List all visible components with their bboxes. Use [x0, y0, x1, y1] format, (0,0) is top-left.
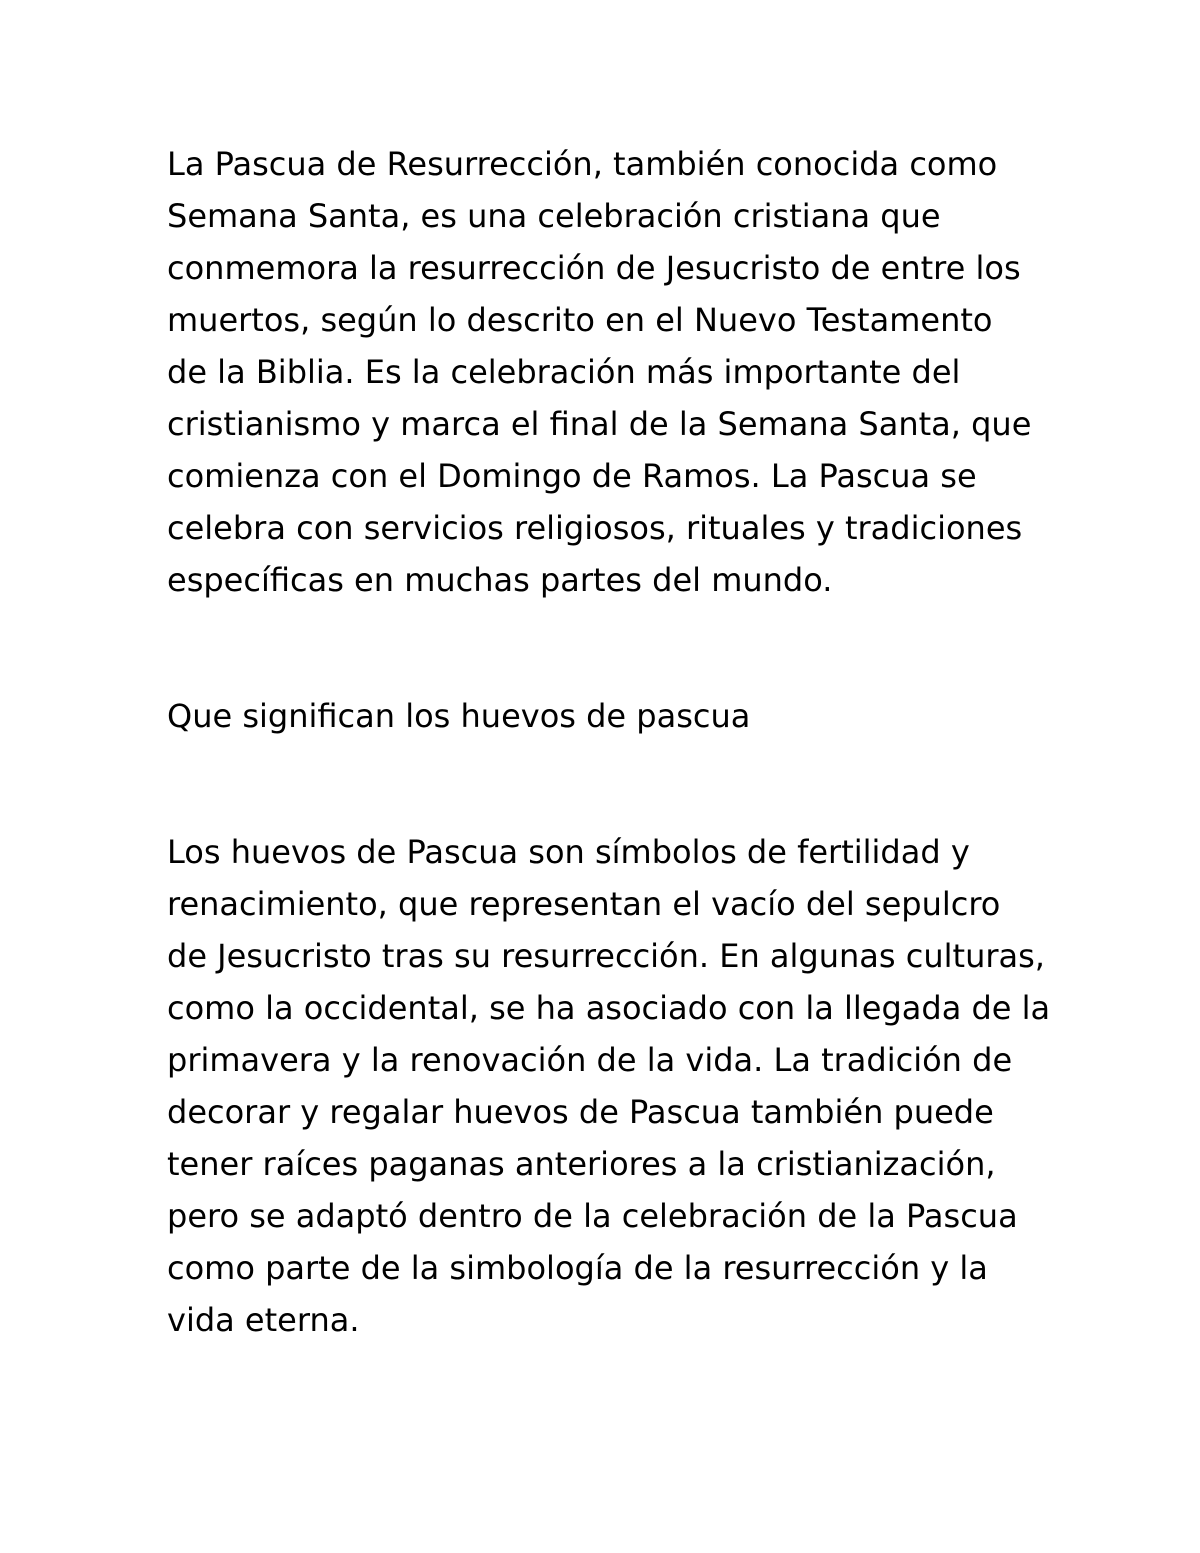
paragraph-line: cristianismo y marca el final de la Semana Santa, que — [167, 405, 1032, 443]
paragraph-line: pero se adaptó dentro de la celebración de la Pascua — [167, 1197, 1018, 1235]
paragraph-line: conmemora la resurrección de Jesucristo de entre los — [167, 249, 1021, 287]
paragraph-line: tener raíces paganas anteriores a la cristianización, — [167, 1145, 996, 1183]
paragraph-spacing — [167, 742, 1042, 826]
paragraph-line: Semana Santa, es una celebración cristiana que — [167, 197, 941, 235]
paragraph-line: comienza con el Domingo de Ramos. La Pascua se — [167, 457, 977, 495]
paragraph-easter-intro — [167, 138, 1042, 606]
document-body — [167, 138, 1051, 1346]
paragraph-spacing — [167, 606, 1042, 690]
paragraph-line: como parte de la simbología de la resurrección y la — [167, 1249, 988, 1287]
paragraph-line: celebra con servicios religiosos, rituales y tradiciones — [167, 509, 1023, 547]
paragraph-line: muertos, según lo descrito en el Nuevo Testamento — [167, 301, 993, 339]
paragraph-line: primavera y la renovación de la vida. La tradición de — [167, 1041, 1013, 1079]
section-heading — [167, 690, 1042, 742]
paragraph-line: Los huevos de Pascua son símbolos de fertilidad y — [167, 833, 970, 871]
paragraph-line: decorar y regalar huevos de Pascua también puede — [167, 1093, 994, 1131]
paragraph-line: vida eterna. — [167, 1301, 360, 1339]
paragraph-line: específicas en muchas partes del mundo. — [167, 561, 833, 599]
heading-line: Que significan los huevos de pascua — [167, 697, 751, 735]
paragraph-line: renacimiento, que representan el vacío del sepulcro — [167, 885, 1001, 923]
paragraph-easter-eggs — [167, 826, 1051, 1346]
paragraph-line: de la Biblia. Es la celebración más importante del — [167, 353, 961, 391]
paragraph-line: La Pascua de Resurrección, también conocida como — [167, 145, 998, 183]
paragraph-line: de Jesucristo tras su resurrección. En algunas culturas, — [167, 937, 1045, 975]
paragraph-line: como la occidental, se ha asociado con la llegada de la — [167, 989, 1051, 1027]
